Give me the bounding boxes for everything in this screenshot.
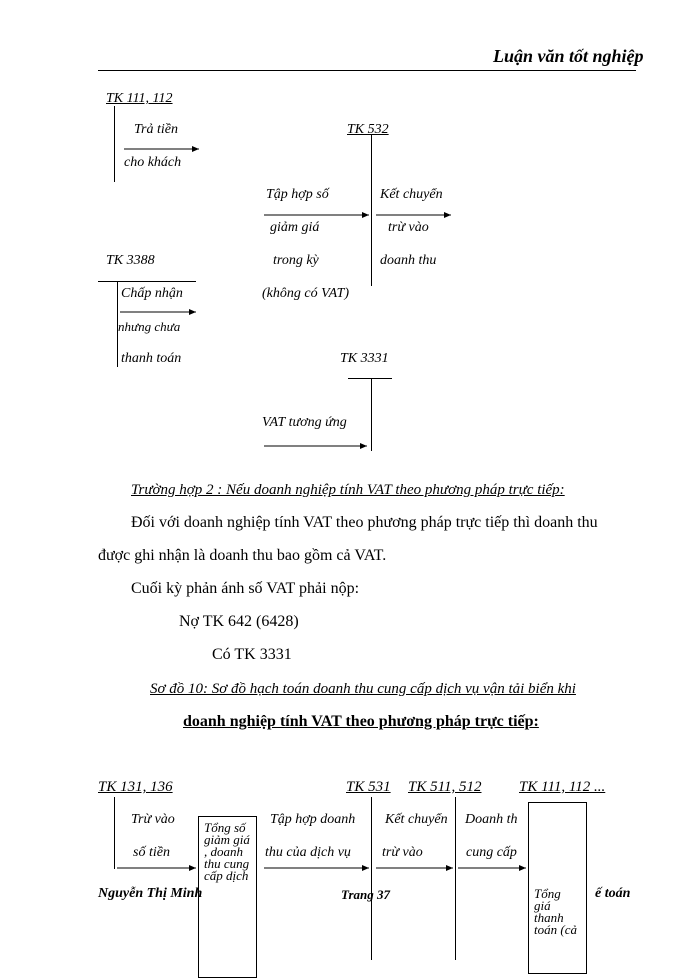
label-giam-gia: giảm giá xyxy=(270,220,320,235)
label-ket-chuyen: Kết chuyển xyxy=(385,812,448,827)
header-title: Luận văn tốt nghiệp xyxy=(493,46,644,66)
diagram-10-title: Sơ đồ 10: Sơ đồ hạch toán doanh thu cung cấp dịch vụ vận tải biển khi xyxy=(150,681,576,697)
label-tap-hop-doanh: Tập hợp doanh xyxy=(270,812,356,827)
account-tk-531: TK 531 xyxy=(346,779,391,795)
label-tra-tien: Trả tiền xyxy=(134,122,178,137)
paragraph-2: Cuối kỳ phản ánh số VAT phải nộp: xyxy=(131,580,360,597)
label-cho-khach: cho khách xyxy=(124,155,182,170)
account-tk-3331: TK 3331 xyxy=(340,351,389,366)
account-tk-532: TK 532 xyxy=(347,122,389,137)
entry-co: Có TK 3331 xyxy=(212,646,292,663)
label-tru-vao-2: trừ vào xyxy=(382,845,423,860)
label-cung-cap: cung cấp xyxy=(466,845,517,860)
paragraph-line-1: Đối với doanh nghiệp tính VAT theo phương pháp trực tiếp thì doanh thu xyxy=(131,514,598,531)
diagram-10-subtitle: doanh nghiệp tính VAT theo phương pháp trực tiếp: xyxy=(183,713,539,730)
paragraph-line-2: được ghi nhận là doanh thu bao gồm cả VAT. xyxy=(98,547,387,564)
footer-author: Nguyễn Thị Minh xyxy=(98,886,203,901)
box-total-discount-text: Tổng số giảm giá , doanh thu cung cấp dịch xyxy=(204,820,250,883)
account-tk-111-112-b: TK 111, 112 ... xyxy=(519,779,606,795)
account-tk-511-512: TK 511, 512 xyxy=(408,779,482,795)
label-thu-cua-dich-vu: thu của dịch vụ xyxy=(265,845,351,860)
label-trong-ky: trong kỳ xyxy=(273,253,319,268)
label-nhung-chua: nhưng chưa xyxy=(118,319,181,334)
account-tk-111-112: TK 111, 112 xyxy=(106,91,173,106)
label-tru-vao: Trừ vào xyxy=(131,812,175,827)
label-chap-nhan: Chấp nhận xyxy=(121,286,183,301)
label-khong-co-vat: (không có VAT) xyxy=(262,286,350,301)
label-ket-chuyen: Kết chuyển xyxy=(380,187,443,202)
label-doanh-th: Doanh th xyxy=(465,812,518,827)
case-2-heading: Trường hợp 2 : Nếu doanh nghiệp tính VAT theo phương pháp trực tiếp: xyxy=(131,482,565,498)
label-doanh-thu: doanh thu xyxy=(380,253,437,268)
label-tap-hop-so: Tập hợp số xyxy=(266,187,329,202)
account-tk-3388: TK 3388 xyxy=(106,253,155,268)
entry-no: Nợ TK 642 (6428) xyxy=(179,613,299,630)
label-thanh-toan: thanh toán xyxy=(121,351,182,366)
box-total-payment-text: Tổng giá thanh toán (cả xyxy=(534,886,577,937)
label-vat-tuong-ung: VAT tương ứng xyxy=(262,415,347,430)
footer-right-fragment: ế toán xyxy=(595,886,631,901)
account-tk-131-136: TK 131, 136 xyxy=(98,779,173,795)
footer-page-number: Trang 37 xyxy=(341,887,390,902)
label-tru-vao: trừ vào xyxy=(388,220,429,235)
label-so-tien: số tiền xyxy=(133,845,170,860)
